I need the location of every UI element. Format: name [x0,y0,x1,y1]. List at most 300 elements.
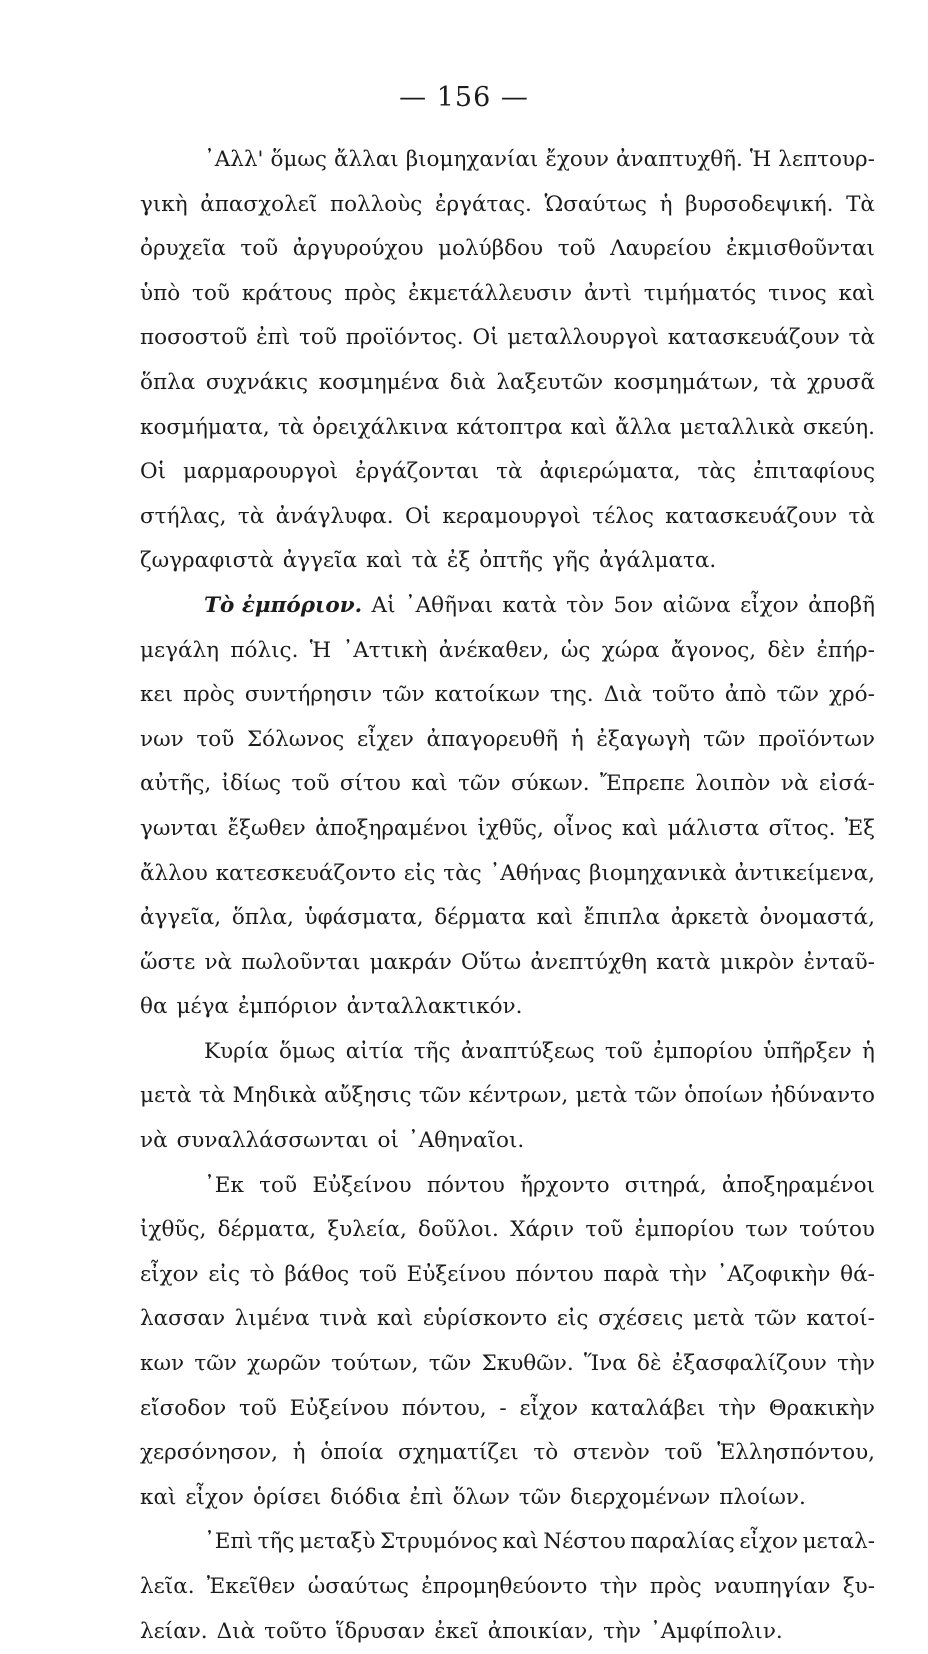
word: ὑπῆρξεν [762,1038,852,1064]
word: ὀνομαστά, [759,905,875,931]
word: εἰς [403,860,436,886]
word: τὰ [496,459,523,485]
word: τοῦτο [652,682,715,708]
word: δὲν [767,637,806,663]
word: λασσαν [140,1306,226,1332]
word: ᾿Αλλ' [204,147,264,172]
word: τὴν [669,1261,707,1287]
word: ὁποίων [684,1083,764,1109]
word: ὀπτῆς [479,548,544,574]
word: τὸ [249,1261,275,1287]
word: χρό- [828,682,875,708]
text-line [140,1164,875,1209]
word: διερχομένων [570,1484,711,1510]
word: ἰδίως [221,771,282,797]
word: ᾿Αθῆναι [404,592,494,618]
word: ἡ [292,1440,306,1466]
word: τοῦ [557,236,596,262]
word: κατεσκευάζοντο [215,860,396,886]
word: δὲ [637,1351,662,1377]
word: τῆς [413,1038,451,1064]
word: ἡ [570,726,584,752]
word: κοσμημένα [318,369,440,395]
word: μέγα [176,994,229,1020]
word: εἶχον [739,1529,798,1555]
word: ἀνταλλακτικόν. [346,994,523,1020]
word: μεταλλικὰ [679,414,795,440]
word: κατὰ [656,949,711,975]
word: συντήρησιν [244,682,373,708]
word: ἰχθῦς, [140,1217,207,1243]
word: καὶ [502,1529,539,1555]
word: εἶχεν [357,726,414,752]
word: κατασκευάζουν [665,503,838,529]
word: κει [140,682,174,708]
text-line [140,896,875,941]
word: αἰῶνα [662,592,731,618]
word: τὴν [603,1618,641,1644]
word: τῶν [458,771,501,797]
text-line [140,584,875,629]
word: σίτου [339,771,401,797]
text-line [140,1565,875,1610]
word: ἐμπορίου [653,1038,753,1064]
word: συχνάκις [205,369,309,395]
word: οἱ [377,1128,399,1154]
word: τοῦ [291,771,330,797]
word: ὡσαύτως [307,1574,409,1599]
word: δέρματα [434,905,526,931]
word: τὰ [411,548,438,574]
word: μαρμαρουργοὶ [183,459,339,485]
word: πόλις. [230,637,299,663]
word: ᾿Αμφίπολιν. [649,1618,783,1644]
word: ἐκεῖ [434,1618,479,1644]
word: τὰ [237,503,265,529]
word: Ἡ [309,637,332,663]
word: Τὰ [846,191,875,217]
word: σκεύη. [802,414,875,440]
text-line [140,629,875,674]
word: τινὰ [319,1306,368,1332]
word: κέντρων, [468,1083,569,1109]
word: λοιπὸν [695,771,771,797]
word: ναυπηγίαν [713,1574,831,1599]
word: τοῦ [299,325,337,351]
word: ἀγγεῖα [282,548,358,574]
word: Κυρία [204,1038,269,1064]
word: ὑπὸ [140,280,181,306]
word: Ὡσαύτως [544,191,647,217]
text-line [140,361,875,406]
word: αὐτῆς, [140,771,212,797]
word: καὶ [140,1484,177,1510]
word: ᾿Επὶ [204,1529,254,1555]
word: ὁποία [320,1440,384,1466]
text-line [140,1074,875,1119]
word: τῶν [382,682,425,708]
word: ἀντικείμενα, [734,860,875,886]
word: Ἡ [749,147,772,172]
text-line [140,272,875,317]
word: διὰ [449,369,486,395]
word: ᾿Αθηναῖοι. [407,1128,525,1154]
text-line [140,1431,875,1476]
word: τῶν [428,1351,472,1377]
word: ἐμπορίου [634,1217,735,1243]
word: τινος [768,280,827,306]
word: κοσμήματα, [140,414,270,440]
word: ὑφάσματα, [304,905,424,931]
word: κατασκευάζουν [667,325,840,351]
word: μεταξὺ [298,1529,376,1555]
text-line [140,1610,875,1654]
word: τοῦ [192,280,230,306]
word: κάτοπτρα [456,414,563,440]
text-line [140,1476,875,1521]
word: ὅμως [278,1038,336,1064]
text-line [140,316,875,361]
word: μεταλλουργοὶ [507,325,659,351]
word: τοῦ [259,1172,298,1198]
word: σχηματίζει [398,1440,519,1466]
word: τούτων, [331,1351,419,1377]
word: τοῦ [238,1395,277,1421]
word: Στρυμόνος [379,1529,498,1555]
word: ᾿Εκ [204,1172,244,1198]
word: εὑρίσκοντο [422,1306,548,1332]
text-line [140,852,875,897]
text-line [140,1520,875,1565]
word: δοῦλοι. [418,1217,499,1243]
word: προϊόντος. [345,325,464,351]
word: ἄγονος, [670,637,757,663]
text-line [140,985,875,1030]
text-line [140,807,875,852]
text-line [140,762,875,807]
text-line [140,1342,875,1387]
word: μολύβδου [438,236,544,262]
word: ἐπιταφίους [752,459,875,485]
word: τὰ [198,1083,226,1109]
word: ᾿Αζοφικὴν [716,1261,831,1287]
word: ἐξαγωγὴ [596,726,691,752]
word: πωλοῦνται [241,949,361,975]
word: ἀρκετὰ [670,905,749,931]
word: ἀποξηραμένοι [721,1172,875,1198]
word: Ἐξ [844,815,875,841]
word: Οἱ [404,503,432,529]
word: κατοί- [806,1306,875,1332]
word: ἀγγεῖα, [140,905,222,931]
word: Εὐξείνου [406,1261,506,1287]
word: τῶν [518,1484,562,1510]
word: τὰς [443,860,482,886]
word: μακράν [369,949,452,975]
word: ὁρίσει [253,1484,322,1510]
word: προϊόντων [758,726,875,752]
word: ἠδύναντο [770,1083,875,1109]
word: ὅμως [270,147,327,172]
word: βυρσοδεψική. [685,191,834,217]
word: διόδια [330,1484,401,1510]
word: Χάριν [510,1217,575,1243]
word: ἔξωθεν [227,815,306,841]
word: λεῖα. [140,1574,195,1599]
word: ἐξ [446,548,471,574]
word: ἔπιπλα [583,905,661,931]
text-line [140,941,875,986]
word: ἐπήρ- [816,637,875,663]
word: μετὰ [140,1083,192,1109]
word: τὰ [848,325,875,351]
word: Ἑλλησπόντου, [717,1440,875,1466]
word: κατὰ [502,592,557,618]
word: Ἐκεῖθεν [206,1574,296,1599]
word: νων [140,726,184,752]
word: μετὰ [693,1306,745,1332]
text-line [140,1030,875,1075]
text-line [140,1387,875,1432]
text-line [140,673,875,718]
word: ἀνάγλυφα. [275,503,394,529]
word: χερσόνησον, [140,1440,278,1466]
word: κων [140,1351,185,1377]
word: λείαν. [140,1618,208,1644]
word: χρυσᾶ [807,369,875,395]
text-line [140,718,875,763]
word: ὥστε [140,949,196,975]
word: ἄλλα [615,414,672,440]
word: ὅλων [452,1484,510,1510]
word: κατοίκων [434,682,540,708]
word: ἐμπόριον [237,994,338,1020]
word: Οἱ [140,459,167,485]
word: ἀργυρούχου [292,236,424,262]
word: τοῦ [664,1440,703,1466]
word: ἐπρομηθεύοντο [421,1574,588,1599]
word: οἶνος [553,815,613,841]
word: ποσοστοῦ [140,325,248,351]
word: ἀφιερώματα, [539,459,681,485]
text-line [140,1297,875,1342]
word: δέρματα, [217,1217,317,1243]
text-line [140,1208,875,1253]
word: Θρακικὴν [768,1395,875,1421]
word: ἐργάζονται [355,459,480,485]
word: τοῦτο [264,1618,327,1644]
word: λιμένα [234,1306,310,1332]
text-line [140,539,875,584]
word: πρὸς [649,1574,702,1599]
word: ἀναπτυχθῆ. [616,147,743,172]
word: τέλος [592,503,654,529]
word: τιμήματός [643,280,757,306]
word: τῶν [418,1083,462,1109]
word: ὅπλα, [231,905,294,931]
text-line [140,495,875,540]
word: εἶχον [740,592,799,618]
word: Εὐξείνου [289,1395,389,1421]
word: ἵδρυσαν [335,1618,426,1644]
word: ἀπαγορευθῆ [426,726,559,752]
word: καταλάβει [590,1395,706,1421]
word: τούτου [799,1217,875,1243]
word: εἰς [556,1306,589,1332]
word: πρὸς [344,280,397,306]
word: εἶχον [140,1261,199,1287]
word: τοῦ [358,1261,397,1287]
word: εἶχον [519,1395,579,1421]
word: ἐκμετάλλευσιν [407,280,573,306]
word: ἄλλου [140,860,208,886]
word: ἐξασφαλίζουν [671,1351,827,1377]
word: καὶ [570,414,607,440]
word: τὴν [599,1574,638,1599]
word: ὀρειχάλκινα [312,414,449,440]
word: παρὰ [603,1261,660,1287]
word: ἀπὸ [724,682,767,708]
word: Διὰ [603,682,643,708]
word: τῶν [776,682,819,708]
word: καὶ [376,1306,414,1332]
body-text [140,138,875,1654]
word: Σκυθῶν. [481,1351,574,1377]
word: βιομηχανίαι [405,147,539,172]
word: πρὸς [183,682,235,708]
word: εἰς [208,1261,240,1287]
word: κράτους [241,280,333,306]
page-number: — 156 — [399,82,529,113]
word: παραλίας [630,1529,735,1555]
word: πλοίων. [719,1484,806,1510]
word: εἴσοδον [140,1395,227,1421]
word: πόντου [426,1172,505,1198]
word: ὡς [560,637,591,663]
word: Ἔπρεπε [600,771,685,797]
word: γωνται [140,815,219,841]
word: τὴν [837,1351,875,1377]
word: ἡ [862,1038,875,1064]
word: σχέσεις [598,1306,684,1332]
word: γικὴ [140,191,188,217]
word: συναλλάσσωνται [176,1128,369,1154]
word: τὰ [277,414,305,440]
word: Οὕτω [461,949,522,975]
text-line [140,138,875,183]
word: ἀποβῆ [808,592,875,618]
word: Οἱ [472,325,499,351]
word: ἤρχοντο [520,1172,610,1198]
word: τὰ [848,503,875,529]
word: ἔχουν [545,147,609,172]
word: ἐργάτας. [434,191,532,217]
word: ἀνέκαθεν, [438,637,550,663]
word: τὰ [770,369,797,395]
word: μεγάλη [140,637,219,663]
word: στήλας, [140,503,227,529]
word: καὶ [536,905,573,931]
text-line [140,1119,875,1164]
word: ἐπὶ [409,1484,444,1510]
word: τοῦ [585,1217,624,1243]
word: αὔξησις [324,1083,412,1109]
word: ζωγραφιστὰ [140,548,274,574]
word: ἄλλαι [333,147,399,172]
word: Εὐξείνου [312,1172,412,1198]
word: τῶν [194,1351,237,1377]
word: καὶ [411,771,448,797]
word: τῆς [257,1529,295,1555]
word: ξυλεία, [327,1217,407,1243]
word: τοῦ [196,726,235,752]
word: Ἵνα [583,1351,627,1377]
word: βάθος [284,1261,350,1287]
word: ἀνεπτύχθη [530,949,648,975]
word: καὶ [621,815,659,841]
word: πόντου, [401,1395,487,1421]
text-line [140,227,875,272]
word: Μηδικὰ [232,1083,317,1109]
word: μικρὸν [719,949,795,975]
word: ἀγάλματα. [598,548,717,574]
word: θα [140,994,168,1020]
word: ᾿Αθήνας [489,860,582,886]
word: σύκων. [511,771,590,797]
word: λεπτουρ- [778,147,875,172]
word: της. [549,682,594,708]
text-line [140,406,875,451]
word: εἰσά- [818,771,875,797]
word: τῶν [634,1083,677,1109]
word: ἀπασχολεῖ [200,191,318,217]
word: των [745,1217,788,1243]
word: ἀποξηραμένοι [315,815,469,841]
text-line [140,450,875,495]
word: τὸ [533,1440,559,1466]
word: βιομηχανικὰ [589,860,727,886]
word: χώρα [601,637,660,663]
word: Λαυρείου [610,236,712,262]
word: αἰτία [345,1038,404,1064]
section-heading: Τὸ ἐμπόριον. [204,592,363,618]
word: καὶ [366,548,403,574]
word: Διὰ [216,1618,256,1644]
word: πόντου [515,1261,594,1287]
word: κεραμουργοὶ [442,503,581,529]
text-line [140,183,875,228]
word: ἀναπτύξεως [460,1038,595,1064]
word: ᾿Αττικὴ [342,637,428,663]
word: κοσμημάτων, [613,369,760,395]
word: λαξευτῶν [496,369,604,395]
word: ἐνταῦ- [803,949,875,975]
word: ἀντὶ [583,280,632,306]
word: ὀρυχεῖα [140,236,226,262]
word: 5ον [613,592,654,618]
word: νὰ [204,949,233,975]
word: σῖτος. [768,815,836,841]
word: γῆς [552,548,590,574]
word: Νέστου [543,1529,626,1555]
word: ἐκμισθοῦνται [726,236,875,262]
word: τοῦ [604,1038,643,1064]
word: τοῦ [240,236,279,262]
word: ἡ [659,191,673,217]
word: τὴν [718,1395,757,1421]
word: χωρῶν [247,1351,321,1377]
word: θά- [840,1261,875,1287]
